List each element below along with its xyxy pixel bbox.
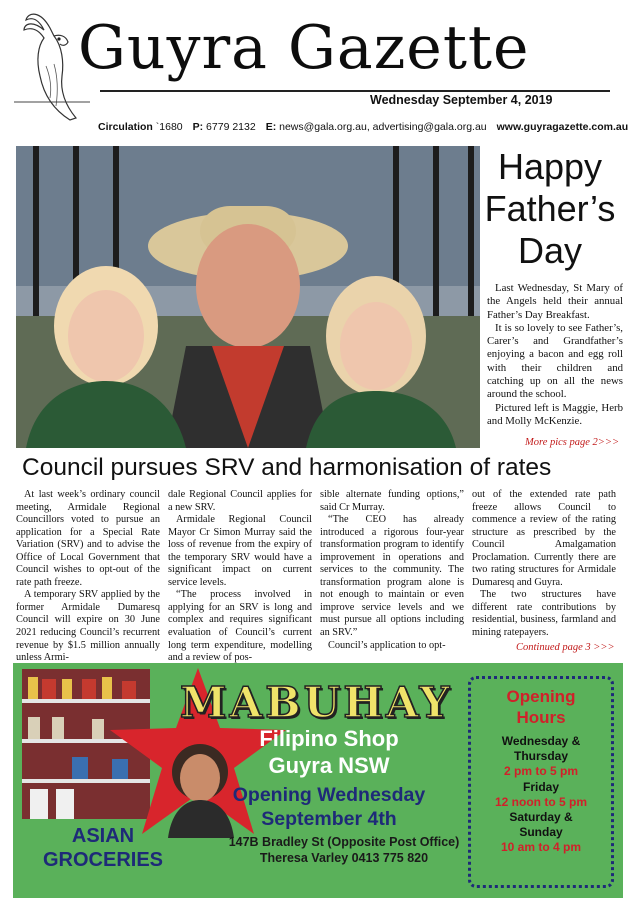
circulation: Circulation `1680 xyxy=(98,121,183,133)
article-paragraph: sible alternate funding options,” said Cr Murray. xyxy=(320,489,464,513)
contact-bar xyxy=(98,121,629,133)
article-column-1 xyxy=(16,489,160,665)
opening-hours-list: Wednesday & Thursday 2 pm to 5 pm Friday 12 noon to 5 pm Saturday & Sunday 10 am to 4 pm xyxy=(494,734,587,855)
feature-text xyxy=(487,282,623,428)
phone: P: 6779 2132 xyxy=(192,121,256,133)
article-paragraph: A temporary SRV applied by the former Armidale Dumaresq Council will expire on 30 June 2021 reducing Council’s recurrent revenue by $1.5 million annually unless Armi- xyxy=(16,589,160,664)
article-paragraph: “The CEO has already introduced a rigorous four-year transformation program to identify improvement in operations and services to the community. The transformation program alone is not enough to maintain or even improve service levels and we must pursue all options including an SRV.” xyxy=(320,514,464,639)
article-headline: Council pursues SRV and harmonisation of rates xyxy=(22,454,552,481)
feature-paragraph: Last Wednesday, St Mary of the Angels held their annual Father’s Day Breakfast. xyxy=(487,282,623,321)
opening-hours-title: Opening Hours xyxy=(506,687,576,727)
issue-date: Wednesday September 4, 2019 xyxy=(370,93,553,107)
shop-address: 147B Bradley St (Opposite Post Office) Theresa Varley 0413 775 820 xyxy=(228,835,460,865)
article-column-2 xyxy=(168,489,312,665)
continued-link[interactable]: Continued page 3 >>> xyxy=(516,642,615,653)
website-link[interactable]: www.guyragazette.com.au xyxy=(496,121,629,133)
article-paragraph: out of the extended rate path freeze allows Council to commence a review of the rating structure as prescribed by the Council Amalgamation Proclamation. Currently there are two rating structures for Armidale Dumaresq and Guyra. xyxy=(472,489,616,588)
article-paragraph: “The process involved in applying for an SRV is long and complex and requires significant evaluation of Council’s current long term expenditure, modelling and a review of pos- xyxy=(168,589,312,664)
shop-name: MABUHAY xyxy=(180,678,453,727)
shop-tagline: Filipino Shop Guyra NSW xyxy=(259,726,399,778)
more-pics-link[interactable]: More pics page 2>>> xyxy=(525,437,620,448)
article-paragraph: Armidale Regional Council Mayor Cr Simon Murray said the loss of revenue from the expiry of the temporary SRV would have a significant impact on current service levels. xyxy=(168,514,312,588)
feature-paragraph: Pictured left is Maggie, Herb and Molly McKenzie. xyxy=(487,401,623,427)
article-paragraph: At last week’s ordinary council meeting, Armidale Regional Councillors voted to pursue an application for a Special Rate Variation (SRV) and to advise the Office of Local Government that Council wishes to opt-out of the rate path freeze. xyxy=(16,489,160,588)
article-column-4 xyxy=(472,489,616,640)
email[interactable]: E: news@gala.org.au, advertising@gala.org.au xyxy=(265,121,487,133)
masthead-rule xyxy=(100,90,610,92)
article-paragraph: The two structures have different rate contributions by residential, business, farmland and mining ratepayers. xyxy=(472,589,616,639)
feature-title: Happy Father’s Day xyxy=(484,146,616,271)
article-paragraph: dale Regional Council applies for a new SRV. xyxy=(168,489,312,513)
feature-paragraph: It is so lovely to see Father’s, Carer’s and Grandfather’s enjoying a bacon and egg roll with their children and catching up on all the news around the school. xyxy=(487,321,623,401)
article-paragraph: Council’s application to opt- xyxy=(328,639,446,651)
asian-groceries-label: ASIAN GROCERIES xyxy=(42,825,164,871)
masthead-title: Guyra Gazette xyxy=(78,13,530,83)
opening-announcement: Opening Wednesday September 4th xyxy=(232,784,426,830)
article-column-3 xyxy=(320,489,464,652)
fathers-day-photo xyxy=(16,146,480,448)
